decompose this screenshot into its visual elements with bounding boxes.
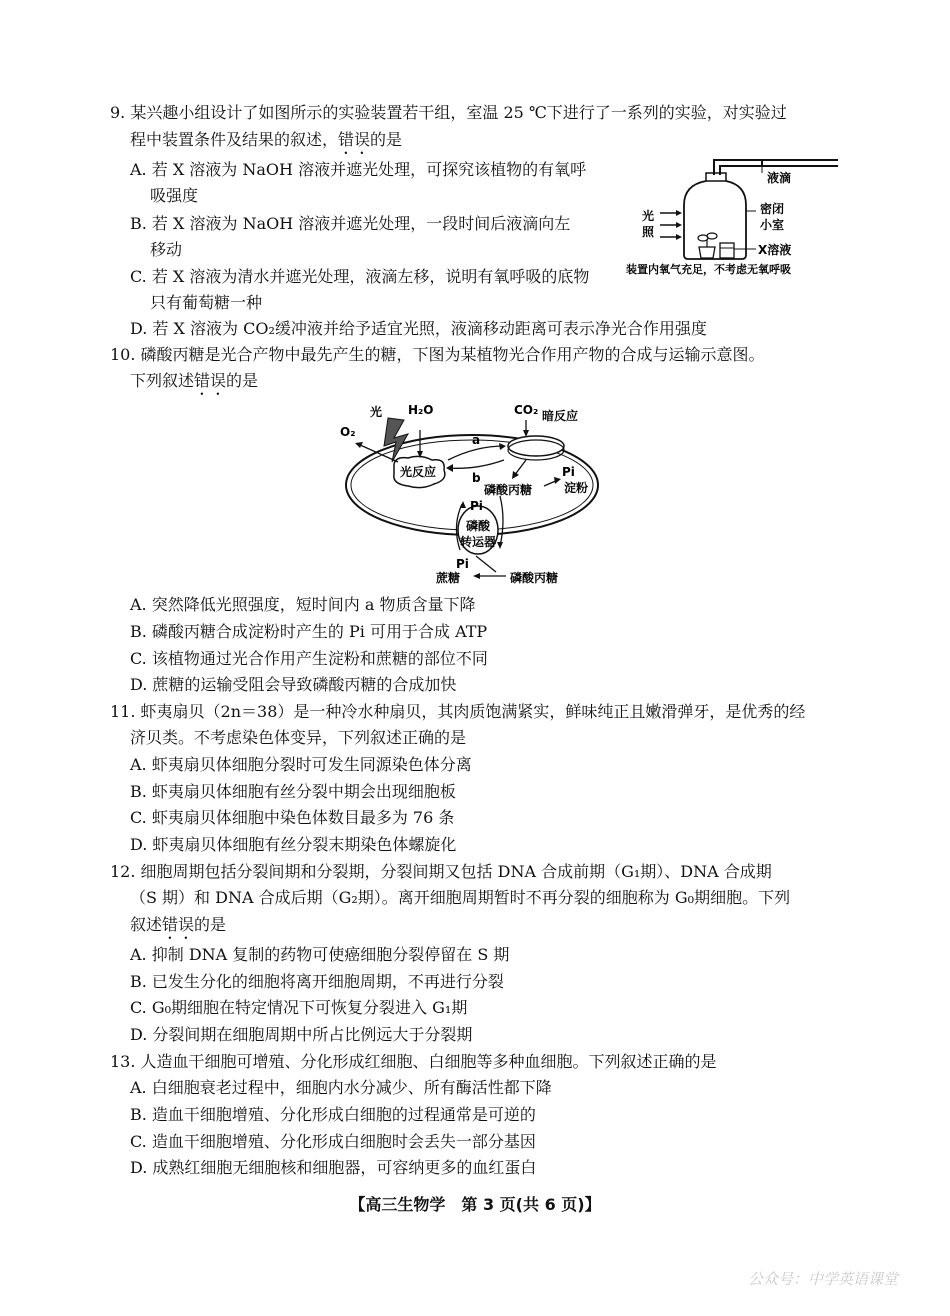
- emphasis-wrong: 错误: [194, 371, 227, 390]
- light-label-2: 照: [642, 225, 655, 239]
- label-b: b: [472, 471, 481, 485]
- q9-stem-line2: 程中装置条件及结果的叙述，错误的是: [130, 130, 403, 149]
- chamber-label-1: 密闭: [760, 202, 785, 216]
- label-co2: CO₂: [514, 403, 539, 417]
- label-h2o: H₂O: [408, 403, 434, 417]
- q10-stem-line1: 10. 磷酸丙糖是光合产物中最先产生的糖，下图为某植物光合作用产物的合成与运输示意图。: [110, 345, 765, 364]
- q12-option-a: A. 抑制 DNA 复制的药物可使癌细胞分裂停留在 S 期: [130, 945, 510, 964]
- q9-option-b-line2: 移动: [150, 240, 183, 259]
- q13-option-c: C. 造血干细胞增殖、分化形成白细胞时会丢失一部分基因: [130, 1132, 536, 1151]
- watermark: 公众号：中学英语课堂: [747, 1270, 898, 1288]
- q9-option-c-line2: 只有葡萄糖一种: [150, 293, 263, 312]
- q10-option-d: D. 蔗糖的运输受阻会导致磷酸丙糖的合成加快: [130, 675, 457, 694]
- q9-stem-line1: 9. 某兴趣小组设计了如图所示的实验装置若干组，室温 25 ℃下进行了一系列的实验，对实验过: [110, 103, 787, 122]
- label-triose-2: 磷酸丙糖: [510, 571, 559, 585]
- label-pi-1: Pi: [562, 465, 575, 479]
- q10-photosynthesis-diagram: [336, 400, 608, 588]
- label-pi-2: Pi: [470, 499, 483, 513]
- label-triose: 磷酸丙糖: [484, 483, 533, 497]
- light-label-1: 光: [642, 209, 655, 223]
- q9-option-c-line1: C. 若 X 溶液为清水并遮光处理，液滴左移，说明有氧呼吸的底物: [130, 267, 590, 286]
- q10-option-b: B. 磷酸丙糖合成淀粉时产生的 Pi 可用于合成 ATP: [130, 622, 488, 641]
- q9-option-a-line1: A. 若 X 溶液为 NaOH 溶液并遮光处理，可探究该植物的有氧呼: [130, 160, 587, 179]
- q11-stem-line1: 11. 虾夷扇贝（2n＝38）是一种冷水种扇贝，其肉质饱满紧实，鲜味纯正且嫩滑弹牙，是优秀的经: [110, 702, 806, 721]
- emphasis-wrong: 错误: [338, 130, 371, 149]
- q12-option-d: D. 分裂间期在细胞周期中所占比例远大于分裂期: [130, 1025, 473, 1044]
- q9-apparatus-figure: [622, 155, 844, 280]
- label-transporter-1: 磷酸: [466, 519, 491, 533]
- q12-stem-line2: （S 期）和 DNA 合成后期（G₂期）。离开细胞周期暂时不再分裂的细胞称为 G₀期细胞。下列: [130, 888, 791, 907]
- emphasis-wrong: 错误: [162, 915, 195, 934]
- label-light-reaction: 光反应: [400, 465, 437, 479]
- q11-option-b: B. 虾夷扇贝体细胞有丝分裂中期会出现细胞板: [130, 782, 456, 801]
- q12-option-c: C. G₀期细胞在特定情况下可恢复分裂进入 G₁期: [130, 998, 468, 1017]
- label-pi-3: Pi: [456, 557, 469, 571]
- q9-option-d: D. 若 X 溶液为 CO₂缓冲液并给予适宜光照，液滴移动距离可表示净光合作用强度: [130, 319, 707, 338]
- q11-option-c: C. 虾夷扇贝体细胞中染色体数目最多为 76 条: [130, 808, 455, 827]
- q10-option-c: C. 该植物通过光合作用产生淀粉和蔗糖的部位不同: [130, 649, 488, 668]
- drop-label: 液滴: [767, 171, 792, 185]
- label-light: 光: [370, 405, 383, 419]
- q9-option-a-line2: 吸强度: [150, 186, 199, 205]
- q13-option-b: B. 造血干细胞增殖、分化形成白细胞的过程通常是可逆的: [130, 1105, 536, 1124]
- q12-stem-line3: 叙述错误的是: [130, 915, 227, 934]
- q13-option-a: A. 白细胞衰老过程中，细胞内水分减少、所有酶活性都下降: [130, 1078, 552, 1097]
- q13-option-d: D. 成熟红细胞无细胞核和细胞器，可容纳更多的血红蛋白: [130, 1158, 537, 1177]
- label-starch: 淀粉: [564, 481, 589, 495]
- q10-option-a: A. 突然降低光照强度，短时间内 a 物质含量下降: [130, 595, 476, 614]
- q10-stem-line2: 下列叙述错误的是: [130, 371, 259, 390]
- label-transporter-2: 转运器: [460, 535, 497, 549]
- label-sucrose: 蔗糖: [436, 571, 461, 585]
- label-o2: O₂: [340, 425, 356, 439]
- q11-option-d: D. 虾夷扇贝体细胞有丝分裂末期染色体螺旋化: [130, 835, 457, 854]
- q11-option-a: A. 虾夷扇贝体细胞分裂时可发生同源染色体分离: [130, 755, 472, 774]
- label-dark-reaction: 暗反应: [542, 409, 579, 423]
- q11-stem-line2: 济贝类。不考虑染色体变异，下列叙述正确的是: [130, 728, 467, 747]
- label-a: a: [472, 433, 481, 447]
- x-solution-label: X溶液: [758, 243, 792, 257]
- q12-stem-line1: 12. 细胞周期包括分裂间期和分裂期，分裂间期又包括 DNA 合成前期（G₁期）、DNA 合成期: [110, 862, 772, 881]
- figure-caption: 装置内氧气充足，不考虑无氧呼吸: [626, 263, 791, 276]
- chamber-label-2: 小室: [760, 218, 785, 232]
- q9-option-b-line1: B. 若 X 溶液为 NaOH 溶液并遮光处理，一段时间后液滴向左: [130, 214, 571, 233]
- q12-option-b: B. 已发生分化的细胞将离开细胞周期，不再进行分裂: [130, 972, 504, 991]
- q13-stem: 13. 人造血干细胞可增殖、分化形成红细胞、白细胞等多种血细胞。下列叙述正确的是: [110, 1052, 717, 1071]
- page-footer: 【高三生物学 第 3 页(共 6 页)】: [349, 1195, 601, 1214]
